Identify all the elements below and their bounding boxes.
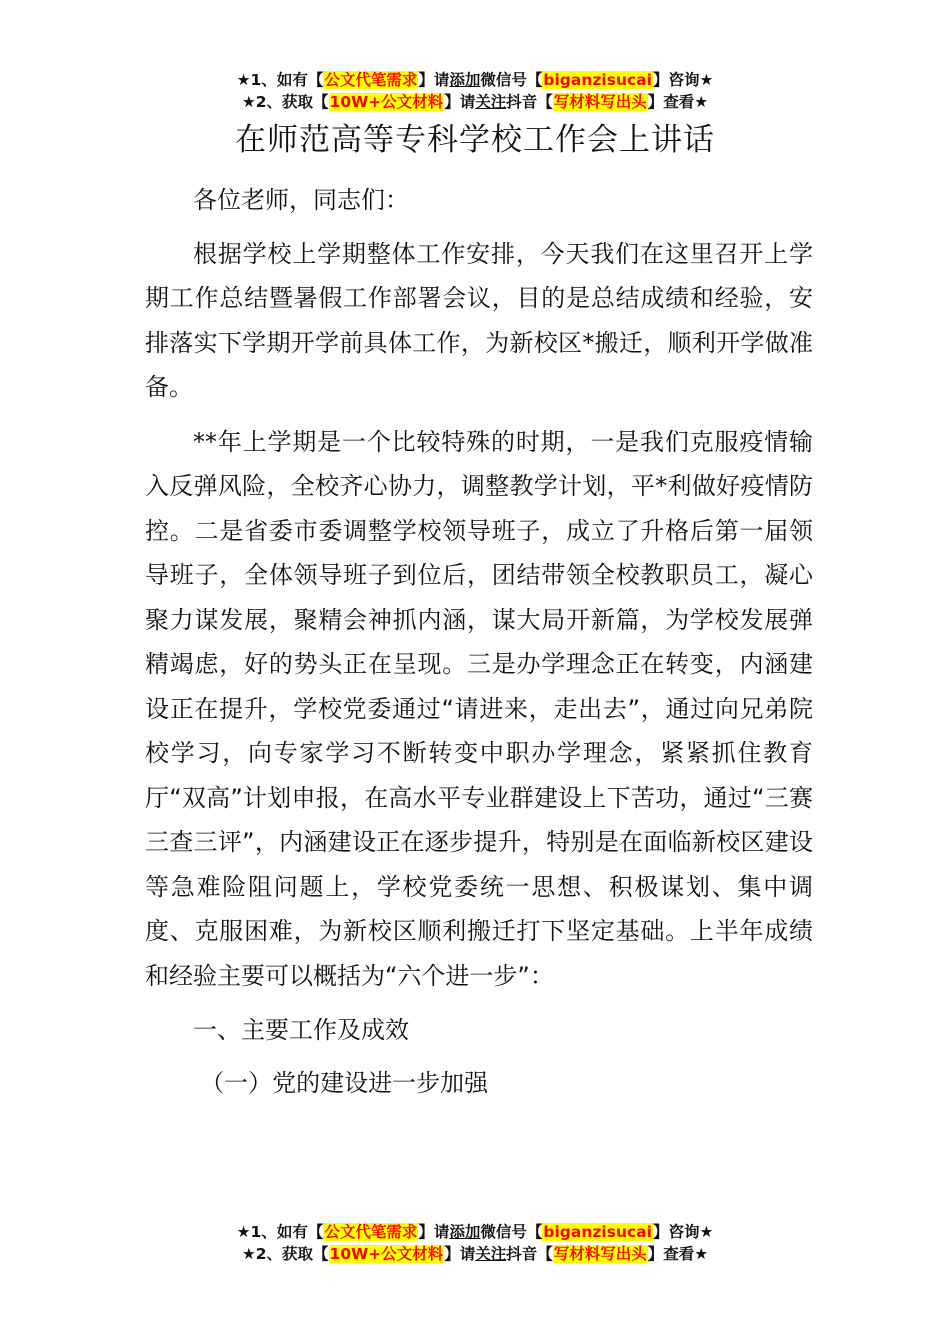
ad-text: 】查看★ [647, 1245, 709, 1263]
ad-text: ★1、如有【 [236, 71, 324, 89]
section-heading: 一、主要工作及成效 [193, 1016, 409, 1044]
ad-highlight-ghostwriting: 公文代笔需求 [324, 1223, 418, 1241]
header-ad-line-1 [0, 69, 950, 91]
ad-text: 抖音【 [506, 93, 553, 111]
salutation: 各位老师，同志们： [193, 186, 409, 214]
document-body [145, 178, 813, 1105]
header-ad-banner [0, 69, 950, 113]
document-title: 在师范高等专科学校工作会上讲话 [235, 122, 715, 158]
ad-text-underlined: 添加 [449, 1223, 481, 1241]
ad-text-underlined: 关注 [475, 1245, 507, 1263]
ad-text: 抖音【 [506, 1245, 553, 1263]
ad-highlight-wechat-id: biganzisucai [543, 1223, 652, 1241]
ad-highlight-ghostwriting: 公文代笔需求 [324, 71, 418, 89]
footer-ad-line-2 [0, 1243, 950, 1265]
ad-text-underlined: 添加 [449, 71, 481, 89]
header-ad-line-2 [0, 91, 950, 113]
ad-highlight-wechat-id: biganzisucai [543, 71, 652, 89]
ad-text: 】查看★ [647, 93, 709, 111]
body-paragraph: 根据学校上学期整体工作安排，今天我们在这里召开上学期工作总结暨暑假工作部署会议，目的是总结成绩和经验，安排落实下学期开学前具体工作，为新校区*搬迁，顺利开学做准备。 [145, 239, 813, 401]
ad-text: 】咨询★ [652, 1223, 714, 1241]
ad-highlight-materials: 10W+公文材料 [329, 1245, 444, 1263]
footer-ad-banner [0, 1221, 950, 1265]
ad-text: 】请 [444, 1245, 476, 1263]
ad-highlight-douyin-account: 写材料写出头 [553, 93, 647, 111]
ad-text: ★2、获取【 [241, 1245, 329, 1263]
ad-highlight-materials: 10W+公文材料 [329, 93, 444, 111]
ad-text: 】请 [418, 71, 450, 89]
ad-text-underlined: 关注 [475, 93, 507, 111]
ad-text: 微信号【 [480, 1223, 543, 1241]
subsection-heading: （一）党的建设进一步加强 [200, 1068, 489, 1097]
ad-text: 】咨询★ [652, 71, 714, 89]
ad-highlight-douyin-account: 写材料写出头 [553, 1245, 647, 1263]
body-paragraph: **年上学期是一个比较特殊的时期，一是我们克服疫情输入反弹风险，全校齐心协力，调整教学计划，平*利做好疫情防控。二是省委市委调整学校领导班子，成立了升格后第一届领导班子，全体领导班子到位后，团结带领全校教职员工，凝心聚力谋发展，聚精会神抓内涵，谋大局开新篇，为学校发展弹精竭虑，好的势头正在呈现。三是办学理念正在转变，内涵建设正在提升，学校党委通过“请进来，走出去”，通过向兄弟院校学习，向专家学习不断转变中职办学理念，紧紧抓住教育厅“双高”计划申报，在高水平专业群建设上下苦功，通过“三赛三查三评”，内涵建设正在逐步提升，特别是在面临新校区建设等急难险阻问题上，学校党委统一思想、积极谋划、集中调度、克服困难，为新校区顺利搬迁打下坚定基础。上半年成绩和经验主要可以概括为“六个进一步”： [145, 427, 813, 990]
ad-text: ★2、获取【 [241, 93, 329, 111]
footer-ad-line-1 [0, 1221, 950, 1243]
ad-text: 微信号【 [480, 71, 543, 89]
ad-text: 】请 [444, 93, 476, 111]
ad-text: ★1、如有【 [236, 1223, 324, 1241]
ad-text: 】请 [418, 1223, 450, 1241]
